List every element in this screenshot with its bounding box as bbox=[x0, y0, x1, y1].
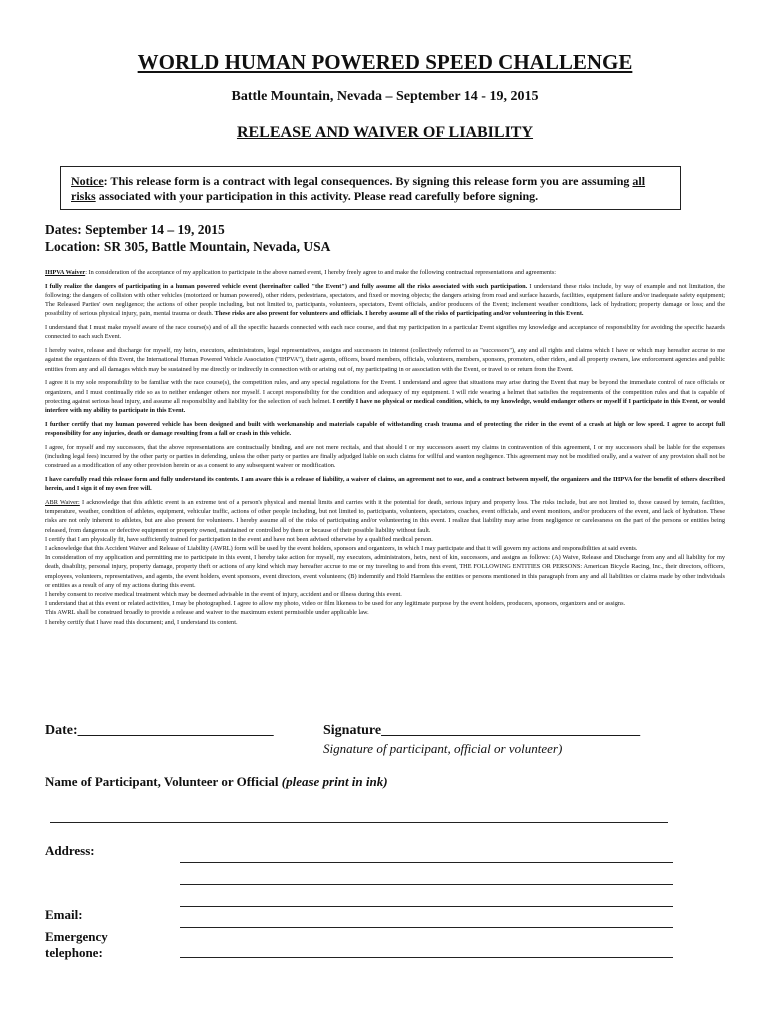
page-title: WORLD HUMAN POWERED SPEED CHALLENGE bbox=[137, 50, 633, 74]
paragraph-abr bbox=[45, 498, 725, 535]
emergency-label bbox=[45, 929, 108, 961]
notice-label: Notice bbox=[71, 174, 104, 188]
waiver-body bbox=[45, 268, 725, 627]
paragraph-risks bbox=[45, 282, 725, 319]
name-input-line[interactable] bbox=[50, 822, 668, 823]
address-line-2[interactable] bbox=[180, 884, 673, 885]
paragraph-construed: This AWRL shall be construed broadly to provide a release and waiver to the maximum extent permissible under applicable law. bbox=[45, 609, 369, 617]
paragraph-course: I understand that I must make myself aware of the race course(s) and of all the specific hazards connected with each race course, and that my participation in a particular Event signifies my knowledge and acceptance of responsibility for avoiding the specific hazards connected to each such Event. bbox=[45, 324, 725, 341]
paragraph-bold: These risks are also present for volunteers and officials. I hereby assume all of the risks of participating and/or volunteering in this Event. bbox=[213, 310, 584, 318]
paragraph-acknowledge: I have carefully read this release form and fully understand its contents. I am aware this is a release of liability, a waiver of claims, an agreement not to sue, and a contract between myself, the organizers and the IHPVA for the benefit of others described herein, and I sign it of my own free will. bbox=[45, 476, 725, 493]
address-line-1[interactable] bbox=[180, 862, 673, 863]
event-location: Location: SR 305, Battle Mountain, Nevada, USA bbox=[45, 239, 331, 254]
paragraph-certify: I hereby certify that I have read this document; and, I understand its content. bbox=[45, 618, 238, 626]
notice-text-b: associated with your participation in this activity. Please read carefully before signing. bbox=[95, 189, 539, 203]
paragraph-photo: I understand that at this event or related activities, I may be photographed. I agree to allow my photo, video or film likeness to be used for any legitimate purpose by the event holders, producers, sponsors, organizers and or assigns. bbox=[45, 600, 626, 608]
abr-label: ABR Waiver: bbox=[45, 499, 80, 507]
ihpva-label: IHPVA Waiver bbox=[45, 269, 86, 276]
section-title: RELEASE AND WAIVER OF LIABILITY bbox=[236, 124, 534, 141]
emergency-label-line-1: Emergency bbox=[45, 929, 108, 944]
paragraph-rules bbox=[45, 378, 725, 415]
name-label-text: Name of Participant, Volunteer or Official bbox=[45, 774, 282, 789]
paragraph-text: : In consideration of the acceptance of my application to participate in the above named event, I hereby freely agree to and make the following contractual representations and agreements: bbox=[85, 269, 557, 276]
paragraph-vehicle: I further certify that my human powered vehicle has been designed and built with workmanship and materials capable of withstanding crash trauma and of protecting the rider in the event of a crash at high or low speed. I agree to accept full responsibility for any injuries, death or damage resulting from a fall or crash in this vehicle. bbox=[45, 420, 725, 438]
notice-text-a: : This release form is a contract with legal consequences. By signing this release form you are assuming bbox=[103, 174, 633, 188]
paragraph-text: I acknowledge that this athletic event is an extreme test of a person's physical and mental limits and carries with it the potential for death, serious injury and property loss. The risks include, but are not limited to, those caused by terrain, facilities, temperature, weather, condition of athletes, equipment, vehicular traffic, actions of other people including, but not limited to, participants, volunteers, spectators, coaches, event officials, and event monitors, and/or producers of the event, and lack of hydration. These risks are not only inherent to athletes, but are also present for volunteers. I hereby assume all of the risks of participating and/or volunteering in this event. I realize that liability may arise from negligence or carelessness on the part of the persons or entities being released, from dangerous or defective equipment or property owned, maintained or controlled by them or because of their possible liability without fault. bbox=[45, 499, 725, 534]
address-line-3[interactable] bbox=[180, 906, 673, 907]
notice-box bbox=[60, 166, 681, 210]
event-dates: Dates: September 14 – 19, 2015 bbox=[45, 222, 225, 237]
signature-field[interactable]: Signature_____________________________________ bbox=[323, 723, 641, 738]
email-label: Email: bbox=[45, 907, 83, 922]
paragraph-fitness: I certify that I am physically fit, have sufficiently trained for participation in the event and have not been advised otherwise by a qualified medical person. bbox=[45, 535, 433, 543]
name-label bbox=[45, 774, 388, 790]
signature-caption: Signature of participant, official or volunteer) bbox=[323, 741, 563, 756]
address-label: Address: bbox=[45, 843, 95, 858]
event-subtitle: Battle Mountain, Nevada – September 14 - 19, 2015 bbox=[231, 89, 539, 104]
date-field[interactable]: Date:____________________________ bbox=[45, 723, 274, 738]
emergency-label-line-2: telephone: bbox=[45, 945, 103, 960]
paragraph-awrl: I acknowledge that this Accident Waiver and Release of Liability (AWRL) form will be used by the event holders, sponsors and organizers, in which I may participate and that it will govern my actions and responsibilities at said events. bbox=[45, 545, 638, 553]
paragraph-bold: I certify I have no physical or medical condition, which, to my knowledge, would endanger others or myself if I participate in this Event, or would interfere with my ability to participate in this Event. bbox=[45, 397, 725, 415]
paragraph-text: I agree it is my sole responsibility to be familiar with the race course(s), the competition rules, and any special regulations for the Event. I understand and agree that situations may arise during the Event that may be beyond the immediate control of race officials or organizers, and I must continually ride so as to neither endanger others nor myself. I accept responsibility for the condition and adequacy of my equipment. I will ride wearing a helmet that satisfies the requirements of the competition rules and that is capable of protecting against serious head injury, and assume all responsibility and liability for the selection of such helmet. bbox=[45, 379, 725, 405]
paragraph-release: I hereby waive, release and discharge for myself, my heirs, executors, administrators, legal representatives, assigns and successors in interest (collectively referred to as "successors"), any and all rights and claims which I have or which may hereafter accrue to me against the organizers of this Event, the International Human Powered Vehicle Association ("IHPVA"), their agents, officers, board members, officials, volunteers, members, sponsors, promoters, other riders, and all property owners, law enforcement agencies and public entities from any and all damages which may be sustained by me directly or indirectly in connection with or arising out of, my participating in or association with the Event, or travel to or return from the Event. bbox=[45, 347, 725, 373]
paragraph-ihpva bbox=[45, 268, 725, 277]
event-details bbox=[45, 221, 330, 255]
emergency-phone-line[interactable] bbox=[180, 957, 673, 958]
paragraph-consideration: In consideration of my application and permitting me to participate in this event, I hereby take action for myself, my executors, administrators, heirs, next of kin, successors, and assigns as follows: (A) Waive, Release and Discharge from any and all liability for my death, disability, personal injury, property damage, property theft or actions of any kind which may hereafter accrue to me or my traveling to and from this event, THE FOLLOWING ENTITIES OR PERSONS: American Bicycle Racing, Inc., their directors, officers, employees, volunteers, representatives, and agents, the event holders, event sponsors, event directors, event volunteers; (B) indemnify and Hold Harmless the entities or persons mentioned in this paragraph from any and all liabilities or claims made by other individuals or entities as a result of any of my actions during this event. bbox=[45, 554, 725, 589]
paragraph-text: I understand these risks include, by way of example and not limitation, the following: the dangers of collision with other vehicles (motorized or human powered), other riders, pedestrians, spectators, and fixed or moving objects; the dangers arising from road and surface hazards, facilities, equipment failure and/or inadequate safety equipment; The Released Parties' own negligence; the actions of other people including, but not limited to, participants, volunteers, spectators, Event officials, and/or producers of the Event; inclement weather conditions, lack of hydration; property damage or loss; and the possibility of serious physical injury, pain, mental trauma or death. bbox=[45, 282, 725, 318]
email-input-line[interactable] bbox=[180, 927, 673, 928]
paragraph-medical: I hereby consent to receive medical treatment which may be deemed advisable in the event of injury, accident and or illness during this event. bbox=[45, 591, 402, 599]
paragraph-bold: I fully realize the dangers of participating in a human powered vehicle event (hereinafter called "the Event") and fully assume all the risks associated with such participation. bbox=[45, 282, 528, 290]
paragraph-binding: I agree, for myself and my successors, that the above representations are contractually binding, and are not mere recitals, and that should I or my successors assert my claims in contravention of this agreement, I or my successors shall be liable for the expenses (including legal fees) incurred by the other party or parties in defending, unless the other party or parties are finally adjudged liable on such claims for willful and wanton negligence. This agreement may not be modified orally, and a waiver of any provision shall not be construed as a modification of any other provision herein or as a consent to any subsequent waiver or modification. bbox=[45, 443, 725, 470]
name-label-hint: (please print in ink) bbox=[281, 774, 388, 789]
notice-underlined: all risks bbox=[71, 174, 646, 203]
